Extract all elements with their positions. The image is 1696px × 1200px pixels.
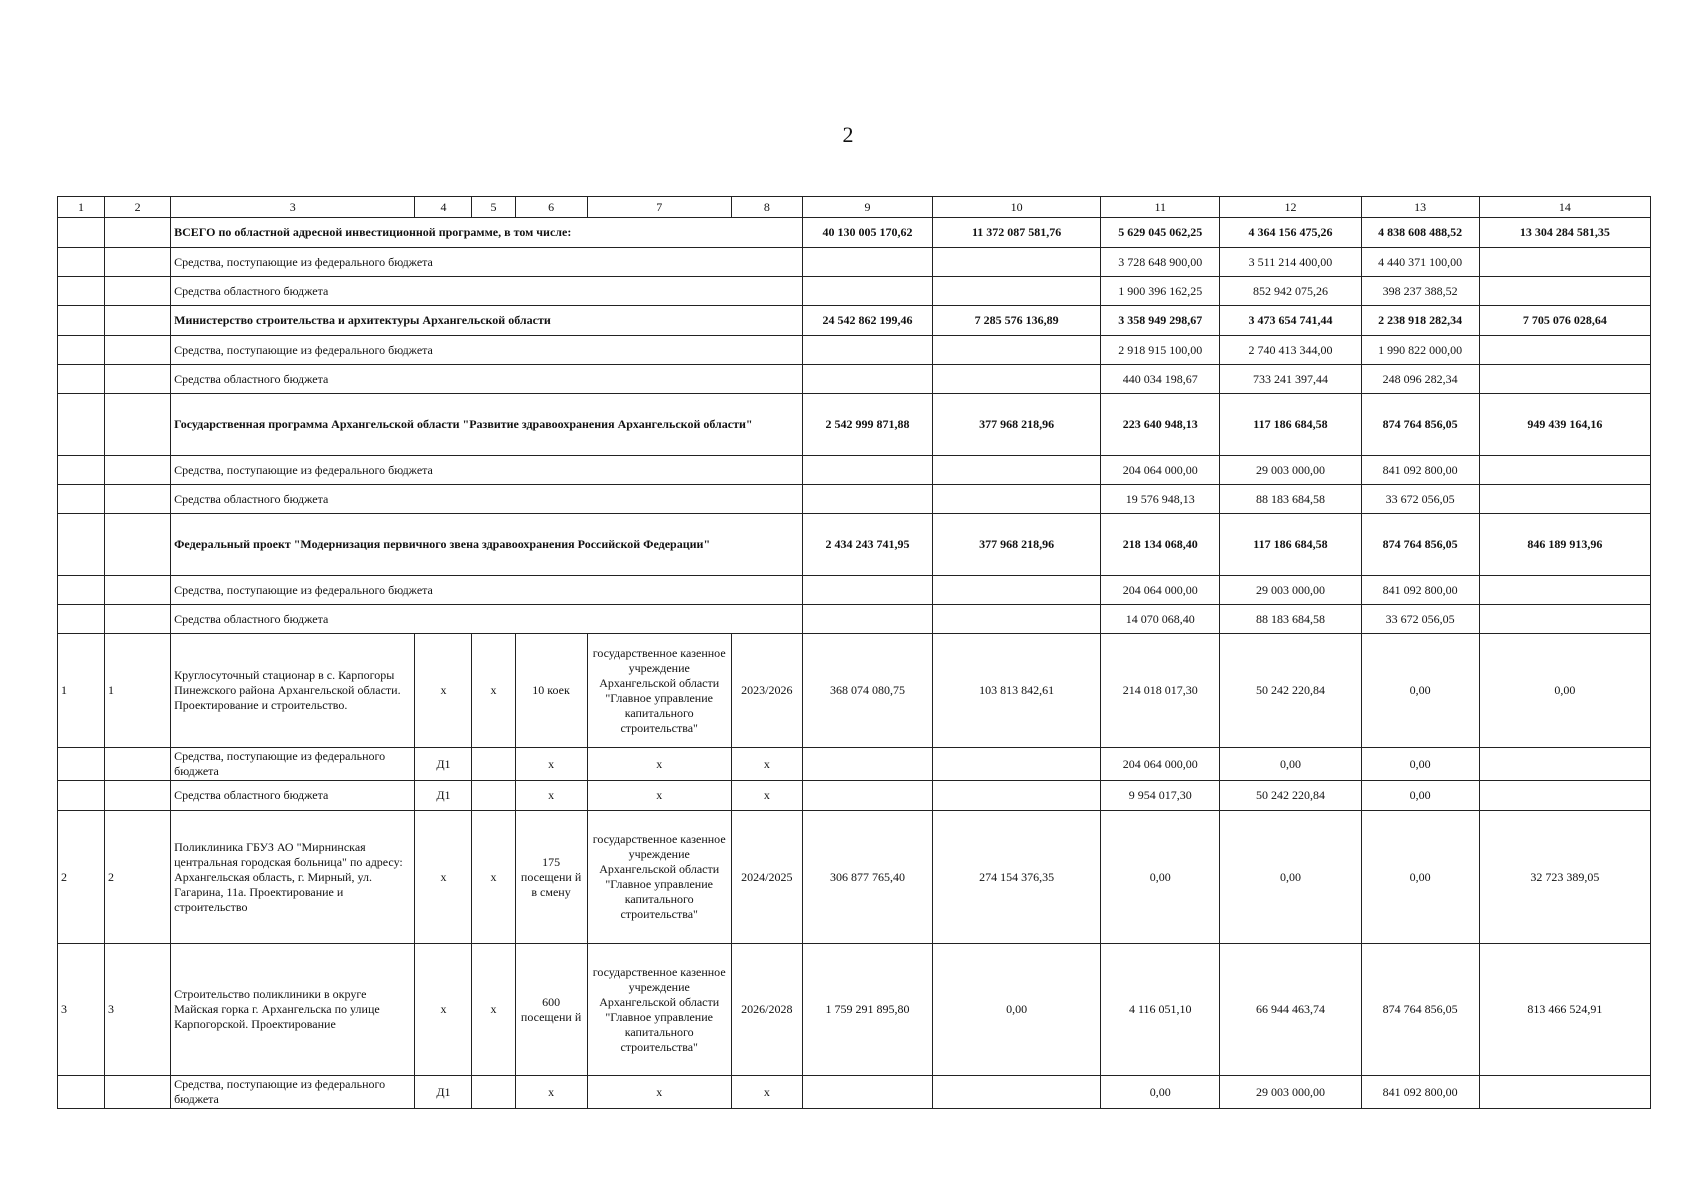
value-cell: 88 183 684,58	[1220, 485, 1361, 514]
value-cell: 3 358 949 298,67	[1101, 306, 1220, 336]
value-cell: 2 740 413 344,00	[1220, 336, 1361, 365]
cell-c8: х	[731, 748, 802, 781]
value-cell: 88 183 684,58	[1220, 605, 1361, 634]
cell-c4: х	[415, 944, 472, 1076]
value-cell: 1 759 291 895,80	[802, 944, 932, 1076]
value-cell: 1 900 396 162,25	[1101, 277, 1220, 306]
value-cell: 204 064 000,00	[1101, 576, 1220, 605]
object-name: Строительство поликлиники в округе Майская горка г. Архангельска по улице Карпогорской. Проектирование	[171, 944, 415, 1076]
funding-source-row	[58, 248, 1651, 277]
capacity-cell: 175 посещени й в смену	[515, 811, 587, 944]
row-number: 3	[105, 944, 171, 1076]
value-cell: 29 003 000,00	[1220, 1076, 1361, 1109]
object-row	[58, 811, 1651, 944]
investment-program-table	[57, 196, 1651, 1109]
value-cell: 0,00	[1101, 811, 1220, 944]
value-cell: 14 070 068,40	[1101, 605, 1220, 634]
value-cell: 3 473 654 741,44	[1220, 306, 1361, 336]
value-cell: 874 764 856,05	[1361, 394, 1479, 456]
col-header: 7	[587, 197, 731, 218]
value-cell: 33 672 056,05	[1361, 605, 1479, 634]
period-cell: 2026/2028	[731, 944, 802, 1076]
row-number: 2	[105, 811, 171, 944]
row-label: Средства, поступающие из федерального бюджета	[171, 456, 803, 485]
value-cell: 2 238 918 282,34	[1361, 306, 1479, 336]
cell-c6: х	[515, 748, 587, 781]
value-cell: 440 034 198,67	[1101, 365, 1220, 394]
col-header: 3	[171, 197, 415, 218]
value-cell: 4 116 051,10	[1101, 944, 1220, 1076]
value-cell: 11 372 087 581,76	[933, 218, 1101, 248]
value-cell: 248 096 282,34	[1361, 365, 1479, 394]
value-cell: 50 242 220,84	[1220, 634, 1361, 748]
value-cell: 13 304 284 581,35	[1479, 218, 1650, 248]
cell-c4: Д1	[415, 781, 472, 811]
value-cell: 7 285 576 136,89	[933, 306, 1101, 336]
value-cell: 0,00	[1220, 811, 1361, 944]
row-label: Средства, поступающие из федерального бюджета	[171, 1076, 415, 1109]
row-label: Государственная программа Архангельской области "Развитие здравоохранения Архангельской области"	[171, 394, 803, 456]
funding-source-row	[58, 605, 1651, 634]
row-label: Средства, поступающие из федерального бюджета	[171, 336, 803, 365]
value-cell: 0,00	[1361, 811, 1479, 944]
value-cell: 2 542 999 871,88	[802, 394, 932, 456]
cell-c4: Д1	[415, 1076, 472, 1109]
value-cell: 0,00	[1220, 748, 1361, 781]
funding-source-row	[58, 485, 1651, 514]
value-cell: 398 237 388,52	[1361, 277, 1479, 306]
funding-source-row	[58, 365, 1651, 394]
value-cell: 33 672 056,05	[1361, 485, 1479, 514]
value-cell: 4 440 371 100,00	[1361, 248, 1479, 277]
cell-c5: х	[472, 634, 515, 748]
col-header: 9	[802, 197, 932, 218]
row-number: 2	[58, 811, 105, 944]
row-label: Средства областного бюджета	[171, 781, 415, 811]
value-cell: 29 003 000,00	[1220, 456, 1361, 485]
cell-c7: х	[587, 1076, 731, 1109]
cell-c5: х	[472, 944, 515, 1076]
object-name: Поликлиника ГБУЗ АО "Мирнинская центральная городская больница" по адресу: Архангельская область, г. Мирный, ул. Гагарина, 11а. Проектирование и строительство	[171, 811, 415, 944]
row-label: Средства областного бюджета	[171, 277, 803, 306]
cell-c8: х	[731, 781, 802, 811]
value-cell: 5 629 045 062,25	[1101, 218, 1220, 248]
cell-c5: х	[472, 811, 515, 944]
value-cell: 204 064 000,00	[1101, 456, 1220, 485]
ministry-total-row	[58, 306, 1651, 336]
funding-source-row	[58, 336, 1651, 365]
value-cell: 0,00	[1101, 1076, 1220, 1109]
value-cell: 1 990 822 000,00	[1361, 336, 1479, 365]
funding-source-row	[58, 576, 1651, 605]
value-cell: 0,00	[1361, 748, 1479, 781]
customer-cell: государственное казенное учреждение Архангельской области "Главное управление капитального строительства"	[587, 944, 731, 1076]
value-cell: 4 838 608 488,52	[1361, 218, 1479, 248]
value-cell: 9 954 017,30	[1101, 781, 1220, 811]
col-header: 4	[415, 197, 472, 218]
value-cell: 949 439 164,16	[1479, 394, 1650, 456]
value-cell: 368 074 080,75	[802, 634, 932, 748]
value-cell: 40 130 005 170,62	[802, 218, 932, 248]
col-header: 2	[105, 197, 171, 218]
row-number: 3	[58, 944, 105, 1076]
column-numbers-row	[58, 197, 1651, 218]
value-cell: 874 764 856,05	[1361, 944, 1479, 1076]
object-funding-row	[58, 781, 1651, 811]
value-cell: 377 968 218,96	[933, 394, 1101, 456]
value-cell: 874 764 856,05	[1361, 514, 1479, 576]
value-cell: 841 092 800,00	[1361, 1076, 1479, 1109]
col-header: 13	[1361, 197, 1479, 218]
grand-total-row	[58, 218, 1651, 248]
value-cell: 841 092 800,00	[1361, 456, 1479, 485]
col-header: 5	[472, 197, 515, 218]
period-cell: 2024/2025	[731, 811, 802, 944]
value-cell: 204 064 000,00	[1101, 748, 1220, 781]
object-row	[58, 944, 1651, 1076]
customer-cell: государственное казенное учреждение Архангельской области "Главное управление капитального строительства"	[587, 634, 731, 748]
value-cell: 223 640 948,13	[1101, 394, 1220, 456]
row-number: 1	[105, 634, 171, 748]
object-name: Круглосуточный стационар в с. Карпогоры Пинежского района Архангельской области. Проектирование и строительство.	[171, 634, 415, 748]
col-header: 12	[1220, 197, 1361, 218]
row-label: Средства областного бюджета	[171, 605, 803, 634]
object-funding-row	[58, 748, 1651, 781]
funding-source-row	[58, 277, 1651, 306]
row-label: Министерство строительства и архитектуры Архангельской области	[171, 306, 803, 336]
object-funding-row	[58, 1076, 1651, 1109]
value-cell: 2 918 915 100,00	[1101, 336, 1220, 365]
value-cell: 117 186 684,58	[1220, 514, 1361, 576]
row-label: Средства, поступающие из федерального бюджета	[171, 248, 803, 277]
row-number: 1	[58, 634, 105, 748]
cell-c7: х	[587, 781, 731, 811]
cell-c4: х	[415, 811, 472, 944]
value-cell: 4 364 156 475,26	[1220, 218, 1361, 248]
value-cell: 733 241 397,44	[1220, 365, 1361, 394]
value-cell: 3 728 648 900,00	[1101, 248, 1220, 277]
value-cell: 852 942 075,26	[1220, 277, 1361, 306]
row-label: Средства областного бюджета	[171, 365, 803, 394]
funding-source-row	[58, 456, 1651, 485]
value-cell: 19 576 948,13	[1101, 485, 1220, 514]
col-header: 14	[1479, 197, 1650, 218]
row-label: Средства областного бюджета	[171, 485, 803, 514]
federal-project-total-row	[58, 514, 1651, 576]
value-cell: 24 542 862 199,46	[802, 306, 932, 336]
col-header: 8	[731, 197, 802, 218]
row-label: ВСЕГО по областной адресной инвестиционной программе, в том числе:	[171, 218, 803, 248]
cell-c4: Д1	[415, 748, 472, 781]
period-cell: 2023/2026	[731, 634, 802, 748]
value-cell: 846 189 913,96	[1479, 514, 1650, 576]
col-header: 1	[58, 197, 105, 218]
cell-c4: х	[415, 634, 472, 748]
cell-c8: х	[731, 1076, 802, 1109]
capacity-cell: 10 коек	[515, 634, 587, 748]
page-number: 2	[842, 122, 854, 147]
object-row	[58, 634, 1651, 748]
cell-c6: х	[515, 781, 587, 811]
value-cell: 813 466 524,91	[1479, 944, 1650, 1076]
value-cell: 66 944 463,74	[1220, 944, 1361, 1076]
customer-cell: государственное казенное учреждение Архангельской области "Главное управление капитального строительства"	[587, 811, 731, 944]
capacity-cell: 600 посещени й	[515, 944, 587, 1076]
cell-c7: х	[587, 748, 731, 781]
value-cell: 7 705 076 028,64	[1479, 306, 1650, 336]
value-cell: 103 813 842,61	[933, 634, 1101, 748]
value-cell: 32 723 389,05	[1479, 811, 1650, 944]
value-cell: 0,00	[1361, 781, 1479, 811]
col-header: 11	[1101, 197, 1220, 218]
col-header: 10	[933, 197, 1101, 218]
row-label: Средства, поступающие из федерального бюджета	[171, 576, 803, 605]
program-total-row	[58, 394, 1651, 456]
value-cell: 0,00	[933, 944, 1101, 1076]
value-cell: 214 018 017,30	[1101, 634, 1220, 748]
value-cell: 377 968 218,96	[933, 514, 1101, 576]
cell-c6: х	[515, 1076, 587, 1109]
value-cell: 841 092 800,00	[1361, 576, 1479, 605]
value-cell: 2 434 243 741,95	[802, 514, 932, 576]
col-header: 6	[515, 197, 587, 218]
value-cell: 50 242 220,84	[1220, 781, 1361, 811]
value-cell: 29 003 000,00	[1220, 576, 1361, 605]
row-label: Средства, поступающие из федерального бюджета	[171, 748, 415, 781]
value-cell: 306 877 765,40	[802, 811, 932, 944]
value-cell: 274 154 376,35	[933, 811, 1101, 944]
value-cell: 117 186 684,58	[1220, 394, 1361, 456]
value-cell: 0,00	[1361, 634, 1479, 748]
row-label: Федеральный проект "Модернизация первичного звена здравоохранения Российской Федерации"	[171, 514, 803, 576]
value-cell: 0,00	[1479, 634, 1650, 748]
value-cell: 3 511 214 400,00	[1220, 248, 1361, 277]
value-cell: 218 134 068,40	[1101, 514, 1220, 576]
